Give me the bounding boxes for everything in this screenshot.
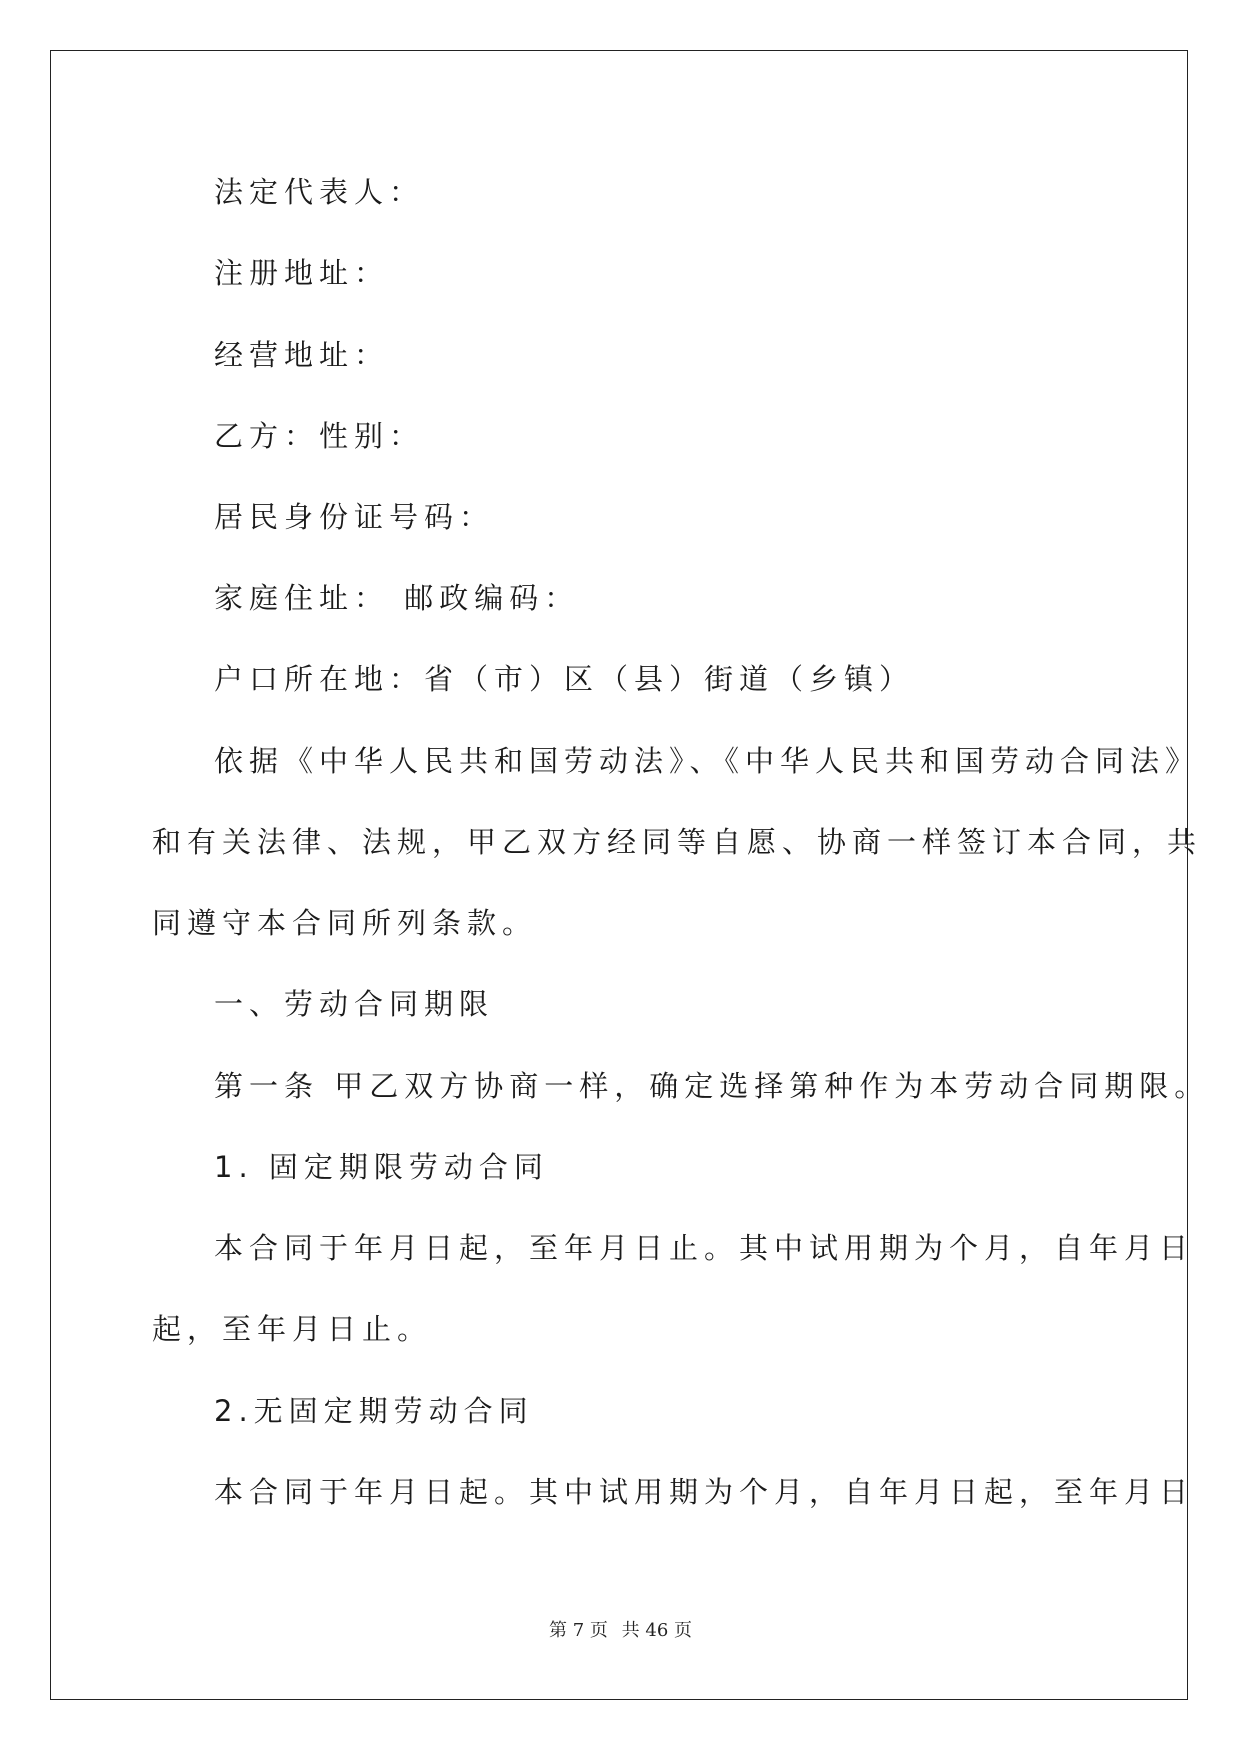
registered-address-line: 注册地址：	[214, 256, 390, 290]
home-address-line: 家庭住址： 邮政编码：	[214, 581, 580, 615]
business-address-line: 经营地址：	[214, 338, 390, 372]
legal-representative-line: 法定代表人：	[214, 175, 425, 209]
fixed-term-paragraph-line-1: 本合同于年月日起，至年月日止。其中试用期为个月，自年月日	[214, 1231, 1195, 1265]
section-heading-contract-term: 一、劳动合同期限	[214, 987, 495, 1021]
page-border	[50, 50, 1188, 1700]
paragraph-basis-line-3: 同遵守本合同所列条款。	[152, 906, 538, 940]
party-b-gender-line: 乙方：性别：	[214, 419, 425, 453]
fixed-term-heading: 1. 固定期限劳动合同	[214, 1150, 549, 1184]
open-ended-term-paragraph-line-1: 本合同于年月日起。其中试用期为个月，自年月日起，至年月日	[214, 1475, 1195, 1509]
id-number-line: 居民身份证号码：	[214, 500, 495, 534]
paragraph-basis-line-1: 依据《中华人民共和国劳动法》、《中华人民共和国劳动合同法》	[214, 744, 1201, 778]
fixed-term-paragraph-line-2: 起，至年月日止。	[152, 1312, 433, 1346]
household-registration-line: 户口所在地：省（市）区（县）街道（乡镇）	[214, 662, 915, 696]
total-pages: 共 46 页	[621, 1620, 692, 1641]
paragraph-basis-line-2: 和有关法律、法规，甲乙双方经同等自愿、协商一样签订本合同，共	[152, 825, 1203, 859]
article-one-line: 第一条 甲乙双方协商一样，确定选择第种作为本劳动合同期限。	[214, 1069, 1210, 1103]
page-number: 第 7 页	[549, 1620, 608, 1641]
page-footer	[0, 1616, 1241, 1642]
open-ended-term-heading: 2.无固定期劳动合同	[214, 1394, 534, 1428]
